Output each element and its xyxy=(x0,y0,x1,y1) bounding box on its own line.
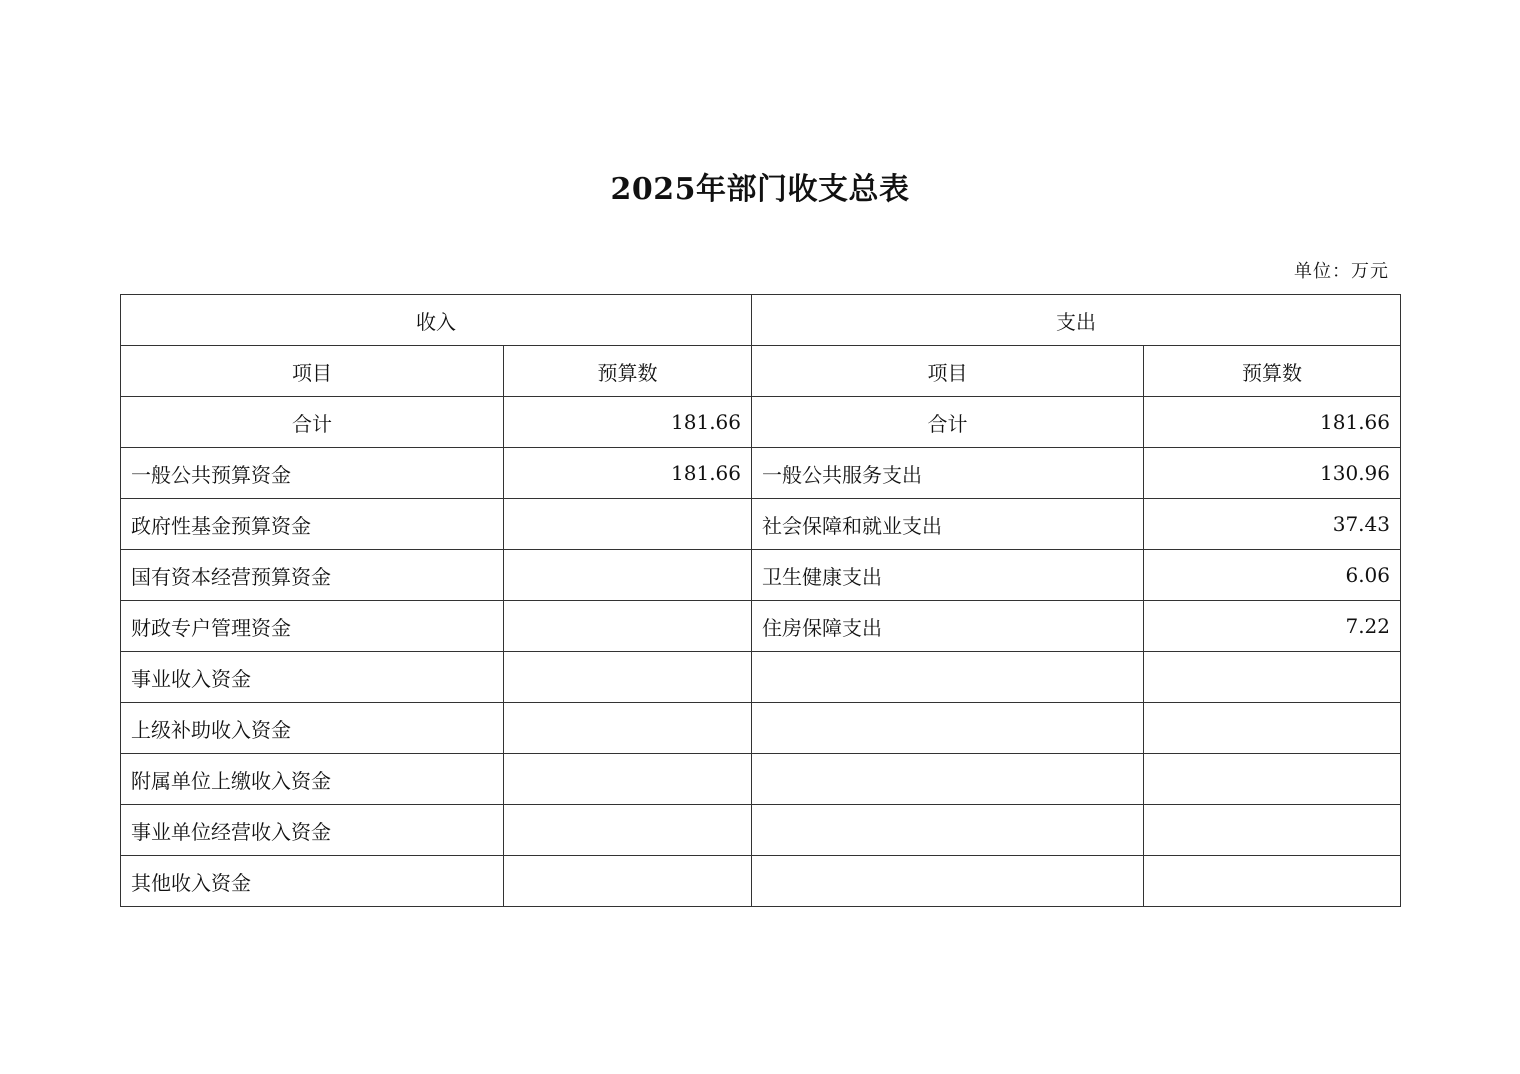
income-value-cell xyxy=(504,499,752,550)
table-row xyxy=(121,448,1401,499)
expense-item-cell xyxy=(752,805,1144,856)
expense-value-cell: 130.96 xyxy=(1144,448,1401,499)
expense-value-cell: 37.43 xyxy=(1144,499,1401,550)
expense-item-cell xyxy=(752,703,1144,754)
expense-value-cell xyxy=(1144,703,1401,754)
income-value-cell xyxy=(504,856,752,907)
expense-amount-header: 预算数 xyxy=(1144,346,1401,397)
income-value-cell xyxy=(504,805,752,856)
expense-value-cell: 6.06 xyxy=(1144,550,1401,601)
expense-section-header: 支出 xyxy=(752,295,1401,346)
expense-item-cell: 社会保障和就业支出 xyxy=(752,499,1144,550)
table-row xyxy=(121,805,1401,856)
page-title: 2025年部门收支总表 xyxy=(610,172,910,207)
expense-value-cell xyxy=(1144,652,1401,703)
table-row xyxy=(121,754,1401,805)
table-row xyxy=(121,703,1401,754)
income-amount-header: 预算数 xyxy=(504,346,752,397)
expense-item-cell xyxy=(752,754,1144,805)
table-row xyxy=(121,652,1401,703)
income-total-label: 合计 xyxy=(121,397,504,448)
income-value-cell xyxy=(504,652,752,703)
expense-item-cell: 住房保障支出 xyxy=(752,601,1144,652)
income-value-cell xyxy=(504,601,752,652)
total-row xyxy=(121,397,1401,448)
table-row xyxy=(121,856,1401,907)
income-item-cell: 政府性基金预算资金 xyxy=(121,499,504,550)
income-section-header: 收入 xyxy=(121,295,752,346)
expense-item-cell: 一般公共服务支出 xyxy=(752,448,1144,499)
expense-item-cell xyxy=(752,856,1144,907)
income-value-cell xyxy=(504,550,752,601)
expense-value-cell xyxy=(1144,856,1401,907)
income-value-cell xyxy=(504,703,752,754)
table-row xyxy=(121,550,1401,601)
expense-item-header: 项目 xyxy=(752,346,1144,397)
unit-label: 单位：万元 xyxy=(1294,261,1389,282)
table-row xyxy=(121,499,1401,550)
budget-summary-table xyxy=(120,294,1401,907)
expense-value-cell xyxy=(1144,754,1401,805)
table-row xyxy=(121,601,1401,652)
income-item-cell: 事业收入资金 xyxy=(121,652,504,703)
income-item-cell: 国有资本经营预算资金 xyxy=(121,550,504,601)
column-header-row xyxy=(121,346,1401,397)
expense-total-label: 合计 xyxy=(752,397,1144,448)
income-value-cell: 181.66 xyxy=(504,448,752,499)
income-item-cell: 上级补助收入资金 xyxy=(121,703,504,754)
expense-item-cell: 卫生健康支出 xyxy=(752,550,1144,601)
income-value-cell xyxy=(504,754,752,805)
expense-value-cell xyxy=(1144,805,1401,856)
income-item-cell: 附属单位上缴收入资金 xyxy=(121,754,504,805)
income-item-cell: 其他收入资金 xyxy=(121,856,504,907)
section-header-row xyxy=(121,295,1401,346)
income-item-cell: 财政专户管理资金 xyxy=(121,601,504,652)
expense-value-cell: 7.22 xyxy=(1144,601,1401,652)
income-total-value: 181.66 xyxy=(504,397,752,448)
income-item-header: 项目 xyxy=(121,346,504,397)
income-item-cell: 一般公共预算资金 xyxy=(121,448,504,499)
expense-item-cell xyxy=(752,652,1144,703)
expense-total-value: 181.66 xyxy=(1144,397,1401,448)
income-item-cell: 事业单位经营收入资金 xyxy=(121,805,504,856)
